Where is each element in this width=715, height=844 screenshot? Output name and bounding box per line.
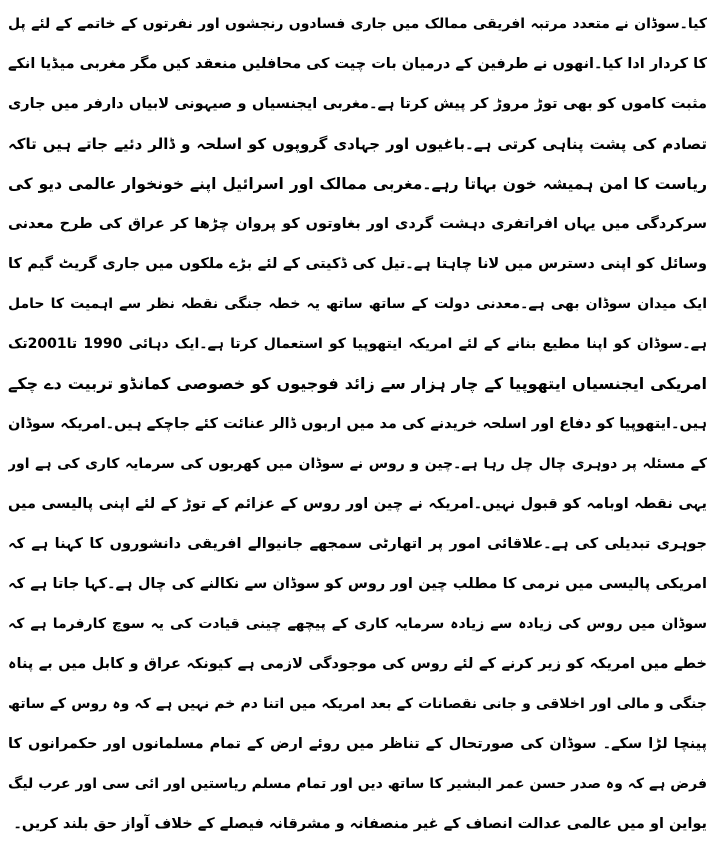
text-line-1: کیا۔سوڈان نے متعدد مرتبہ افریقی ممالک میں جاری فسادوں رنجشوں اور نفرتوں کے خاتمے کے لئے پل [8, 16, 707, 32]
text-line-19: پینچا لڑا سکے۔ سوڈان کی صورتحال کے تناظر میں روئے ارض کے تمام مسلمانوں اور حکمرانوں کا [8, 736, 707, 752]
text-line-9: ہے۔سوڈان کو اپنا مطیع بنانے کے لئے امریکہ ایتھوپیا کو استعمال کرتا ہے۔ایک دہائی 1990 تا2001تک [8, 336, 707, 352]
text-line-4: تصادم کی پشت پناہی کرتی ہے۔باغیوں اور جہادی گروپوں کو اسلحہ و ڈالر دئیے جاتے ہیں تاکہ [8, 135, 707, 153]
text-line-14: جوہری تبدیلی کی ہے۔علاقائی امور پر اتھارٹی سمجھے جانیوالے افریقی دانشوروں کا کہنا ہے کہ [8, 536, 707, 552]
text-line-2: کا کردار ادا کیا۔انھوں نے طرفین کے درمیان بات چیت کی محافلیں منعقد کیں مگر مغربی میڈیا انکے [8, 56, 707, 72]
text-line-18: جنگی و مالی اور اخلاقی و جانی نقصانات کے بعد امریکہ میں اتنا دم خم نہیں ہے کہ وہ روس کے ساتھ [8, 696, 707, 712]
text-line-11: ہیں۔ایتھوپیا کو دفاع اور اسلحہ خریدنے کی مد میں اربوں ڈالر عنائت کئے جاچکے ہیں۔امریکہ سوڈان [8, 416, 707, 432]
text-line-17: خطے میں امریکہ کو زیر کرنے کے لئے روس کی موجودگی لازمی ہے کیونکہ عراق و کابل میں بے پناہ [8, 656, 707, 672]
text-line-7: وسائل کو اپنی دسترس میں لانا چاہتا ہے۔تیل کی ڈکیتی کے لئے بڑے ملکوں میں جاری گریٹ گیم کا [8, 256, 707, 272]
text-line-3: مثبت کاموں کو بھی توڑ مروڑ کر پیش کرتا ہے۔مغربی ایجنسیاں و صیہونی لابیاں دارفر میں جاری [8, 96, 707, 112]
text-line-12: کے مسئلہ پر دوہری چال چل رہا ہے۔چین و روس نے سوڈان میں کھربوں کی سرمایہ کاری کی ہے اور [8, 456, 707, 472]
text-line-15: امریکی پالیسی میں نرمی کا مطلب چین اور روس کو سوڈان سے نکالنے کی چال ہے۔کہا جاتا ہے کہ [8, 576, 707, 592]
text-line-20: فرض ہے کہ وہ صدر حسن عمر البشیر کا ساتھ دیں اور تمام مسلم ریاستیں اور ائی سی اور عرب لیگ [8, 776, 707, 792]
text-line-21: یواین او میں عالمی عدالت انصاف کے غیر منصفانہ و مشرقانہ فیصلے کے خلاف آواز حق بلند کریں۔ [13, 816, 707, 832]
urdu-article-body [8, 4, 707, 844]
text-line-13: یہی نقطہ اوبامہ کو قبول نہیں۔امریکہ نے چین اور روس کے عزائم کے توڑ کے لئے اپنی پالیسی میں [8, 496, 707, 512]
text-line-8: ایک میدان سوڈان بھی ہے۔معدنی دولت کے ساتھ ساتھ یہ خطہ جنگی نقطہ نظر سے اہمیت کا حامل [8, 296, 707, 312]
text-line-5: ریاست کا امن ہمیشہ خون بہاتا رہے۔مغربی ممالک اور اسرائیل اپنے خونخوار عالمی دیو کی [8, 175, 707, 193]
text-line-10: امریکی ایجنسیاں ایتھوپیا کے چار ہزار سے زائد فوجیوں کو خصوصی کمانڈو تربیت دے چکے [8, 374, 707, 393]
text-line-16: سوڈان میں روس کی زیادہ سے زیادہ سرمایہ کاری کے پیچھے چینی قیادت کی یہ سوچ کارفرما ہے کہ [8, 616, 707, 632]
text-line-6: سرکردگی میں یہاں افراتفری دہشت گردی اور بغاوتوں کو پروان چڑھا کر عراق کی طرح معدنی [8, 216, 707, 232]
